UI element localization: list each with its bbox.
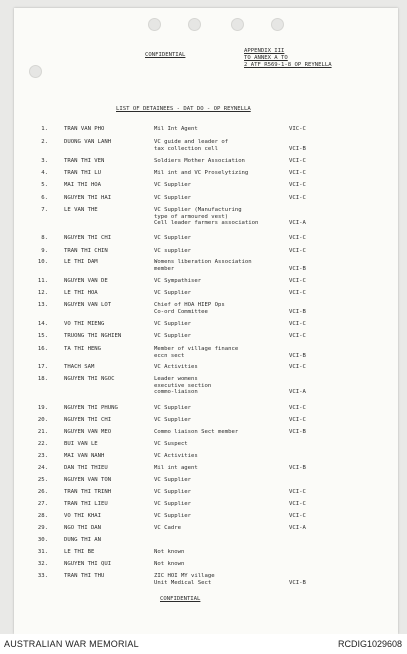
detainee-activity: Not known xyxy=(154,561,185,567)
detainee-name: MAI THI HOA xyxy=(64,182,102,188)
detainee-activity: Mil int agent xyxy=(154,465,198,471)
detainee-name: NGUYEN VAN MEO xyxy=(64,429,112,435)
detainee-name: DUNG THI AN xyxy=(64,537,102,543)
detainee-activity: VC Supplier xyxy=(154,195,192,201)
detainee-activity: VC Activities xyxy=(154,364,198,370)
row-number: 2. xyxy=(41,139,48,145)
detainee-activity: Womens liberation Association member xyxy=(154,259,252,272)
row-number: 31. xyxy=(37,549,48,555)
detainee-category: VCI-A xyxy=(289,389,306,395)
row-number: 16. xyxy=(37,346,48,352)
detainee-category: VCI-C xyxy=(289,248,306,254)
row-number: 13. xyxy=(37,302,48,308)
detainee-name: TA THI HENG xyxy=(64,346,102,352)
detainee-name: DUONG VAN LANH xyxy=(64,139,112,145)
row-number: 10. xyxy=(37,259,48,265)
detainee-name: TRAN THI CHIN xyxy=(64,248,108,254)
detainee-name: NGUYEN VAN DE xyxy=(64,278,108,284)
document-title: LIST OF DETAINEES - DAT DO - OP REYNELLA xyxy=(116,106,251,112)
detainee-name: LE VAN THE xyxy=(64,207,98,213)
row-number: 20. xyxy=(37,417,48,423)
detainee-activity: VC Supplier xyxy=(154,235,192,241)
row-number: 3. xyxy=(41,158,48,164)
classification-bottom: CONFIDENTIAL xyxy=(160,596,201,602)
punch-hole xyxy=(271,18,284,31)
detainee-name: NGO THI DAN xyxy=(64,525,102,531)
detainee-name: NGUYEN THI PHUNG xyxy=(64,405,118,411)
row-number: 32. xyxy=(37,561,48,567)
detainee-category: VCI-B xyxy=(289,308,306,315)
detainee-activity: Mil int and VC Proselytizing xyxy=(154,170,249,176)
row-number: 1. xyxy=(41,126,48,132)
row-number: 14. xyxy=(37,321,48,327)
detainee-name: BUI VAN LE xyxy=(64,441,98,447)
punch-hole xyxy=(148,18,161,31)
detainee-activity: VC Supplier xyxy=(154,290,192,296)
detainee-category: VCI-C xyxy=(289,235,306,241)
detainee-activity: VC guide and leader of tax collection cell xyxy=(154,139,229,152)
detainee-activity: VC Activities xyxy=(154,453,198,459)
detainee-name: TRUONG THI NGHIEN xyxy=(64,333,122,339)
detainee-category: VCI-C xyxy=(289,513,306,519)
detainee-category: VCI-B xyxy=(289,429,306,435)
detainee-category: VCI-B xyxy=(289,352,306,359)
detainee-name: NGUYEN THI HAI xyxy=(64,195,112,201)
detainee-activity: Member of village finance eccn sect xyxy=(154,346,239,359)
detainee-category: VCI-C xyxy=(289,501,306,507)
detainee-activity: Soldiers Mother Association xyxy=(154,158,245,164)
row-number: 33. xyxy=(37,573,48,579)
detainee-category: VCI-C xyxy=(289,170,306,176)
row-number: 9. xyxy=(41,248,48,254)
detainee-name: THACH SAM xyxy=(64,364,95,370)
detainee-category: VCI-C xyxy=(289,290,306,296)
detainee-name: NGUYEN VAN LOT xyxy=(64,302,112,308)
archive-footer xyxy=(0,634,407,654)
detainee-activity: VC Supplier xyxy=(154,417,192,423)
detainee-category: VCI-C xyxy=(289,182,306,188)
detainee-category: VCI-B xyxy=(289,145,306,152)
detainee-category: VCI-C xyxy=(289,405,306,411)
row-number: 17. xyxy=(37,364,48,370)
detainee-category: VCI-A xyxy=(289,220,306,226)
detainee-name: TRAN THI LU xyxy=(64,170,102,176)
detainee-activity: VC Suspect xyxy=(154,441,188,447)
detainee-category: VCI-C xyxy=(289,417,306,423)
detainee-category: VCI-C xyxy=(289,158,306,164)
row-number: 5. xyxy=(41,182,48,188)
detainee-category: VCI-B xyxy=(289,579,306,586)
row-number: 30. xyxy=(37,537,48,543)
detainee-category: VCI-B xyxy=(289,465,306,471)
detainee-activity: VC Supplier xyxy=(154,321,192,327)
detainee-activity: Not known xyxy=(154,549,185,555)
detainee-name: VO THI KHAI xyxy=(64,513,102,519)
detainee-activity: VC Supplier xyxy=(154,477,192,483)
detainee-category: VCI-C xyxy=(289,321,306,327)
row-number: 12. xyxy=(37,290,48,296)
detainee-category: VCI-A xyxy=(289,525,306,531)
row-number: 24. xyxy=(37,465,48,471)
row-number: 11. xyxy=(37,278,48,284)
detainee-name: NGUYEN VAN TON xyxy=(64,477,112,483)
punch-hole xyxy=(188,18,201,31)
detainee-activity: Mil Int Agent xyxy=(154,126,198,132)
detainee-name: TRAN VAN PHO xyxy=(64,126,105,132)
detainee-name: VO THI MIENG xyxy=(64,321,105,327)
row-number: 19. xyxy=(37,405,48,411)
detainee-activity: VC Cadre xyxy=(154,525,181,531)
footer-record-id: RCDIG1029608 xyxy=(337,639,402,649)
row-number: 28. xyxy=(37,513,48,519)
detainee-name: DAN THI THIEU xyxy=(64,465,108,471)
detainee-activity: VC Supplier xyxy=(154,405,192,411)
detainee-activity: VC Supplier (Manufacturing type of armoured vest) Cell leader farmers association xyxy=(154,207,259,226)
detainee-name: TRAN THI VEN xyxy=(64,158,105,164)
row-number: 18. xyxy=(37,376,48,382)
detainee-activity: VC Supplier xyxy=(154,182,192,188)
detainee-name: LE THI BE xyxy=(64,549,95,555)
detainee-activity: VC supplier xyxy=(154,248,192,254)
footer-institution: AUSTRALIAN WAR MEMORIAL xyxy=(4,639,139,649)
row-number: 27. xyxy=(37,501,48,507)
detainee-name: MAI VAN NANH xyxy=(64,453,105,459)
detainee-category: VCI-C xyxy=(289,195,306,201)
detainee-name: NGUYEN THI CHI xyxy=(64,417,112,423)
detainee-activity: VC Sympathiser xyxy=(154,278,202,284)
detainee-category: VIC-C xyxy=(289,126,306,132)
appendix-line-3: 2 ATF R569-1-8 OP REYNELLA xyxy=(244,62,332,68)
detainee-activity: VC Supplier xyxy=(154,489,192,495)
detainee-name: NGUYEN THI CHI xyxy=(64,235,112,241)
row-number: 26. xyxy=(37,489,48,495)
detainee-activity: ZIC HOI MY village Unit Medical Sect xyxy=(154,573,215,586)
row-number: 6. xyxy=(41,195,48,201)
detainee-name: LE THI HOA xyxy=(64,290,98,296)
detainee-category: VCI-C xyxy=(289,489,306,495)
document-page xyxy=(14,8,398,634)
detainee-activity: Commo liaison Sect member xyxy=(154,429,239,435)
row-number: 8. xyxy=(41,235,48,241)
detainee-category: VCI-B xyxy=(289,265,306,272)
detainee-category: VCI-C xyxy=(289,278,306,284)
detainee-name: LE THI DAM xyxy=(64,259,98,265)
appendix-line-1: APPENDIX III xyxy=(244,48,285,54)
row-number: 4. xyxy=(41,170,48,176)
punch-hole xyxy=(231,18,244,31)
detainee-activity: VC Supplier xyxy=(154,513,192,519)
detainee-name: TRAN THI LIEU xyxy=(64,501,108,507)
classification-top: CONFIDENTIAL xyxy=(145,52,186,58)
appendix-line-2: TO ANNEX A TO xyxy=(244,55,288,61)
row-number: 7. xyxy=(41,207,48,213)
detainee-name: NGUYEN THI QUI xyxy=(64,561,112,567)
row-number: 22. xyxy=(37,441,48,447)
row-number: 29. xyxy=(37,525,48,531)
detainee-activity: Chief of HOA HIEP Ops Co-ord Committee xyxy=(154,302,225,315)
detainee-activity: VC Supplier xyxy=(154,333,192,339)
row-number: 25. xyxy=(37,477,48,483)
row-number: 23. xyxy=(37,453,48,459)
detainee-activity: Leader womens executive section commo-liaison xyxy=(154,376,212,395)
detainee-name: TRAN THI TRINH xyxy=(64,489,112,495)
row-number: 21. xyxy=(37,429,48,435)
detainee-category: VCI-C xyxy=(289,364,306,370)
punch-hole xyxy=(29,65,42,78)
detainee-category: VCI-C xyxy=(289,333,306,339)
detainee-activity: VC Supplier xyxy=(154,501,192,507)
detainee-name: NGUYEN THI NGOC xyxy=(64,376,115,382)
detainee-name: TRAN THI THU xyxy=(64,573,105,579)
row-number: 15. xyxy=(37,333,48,339)
